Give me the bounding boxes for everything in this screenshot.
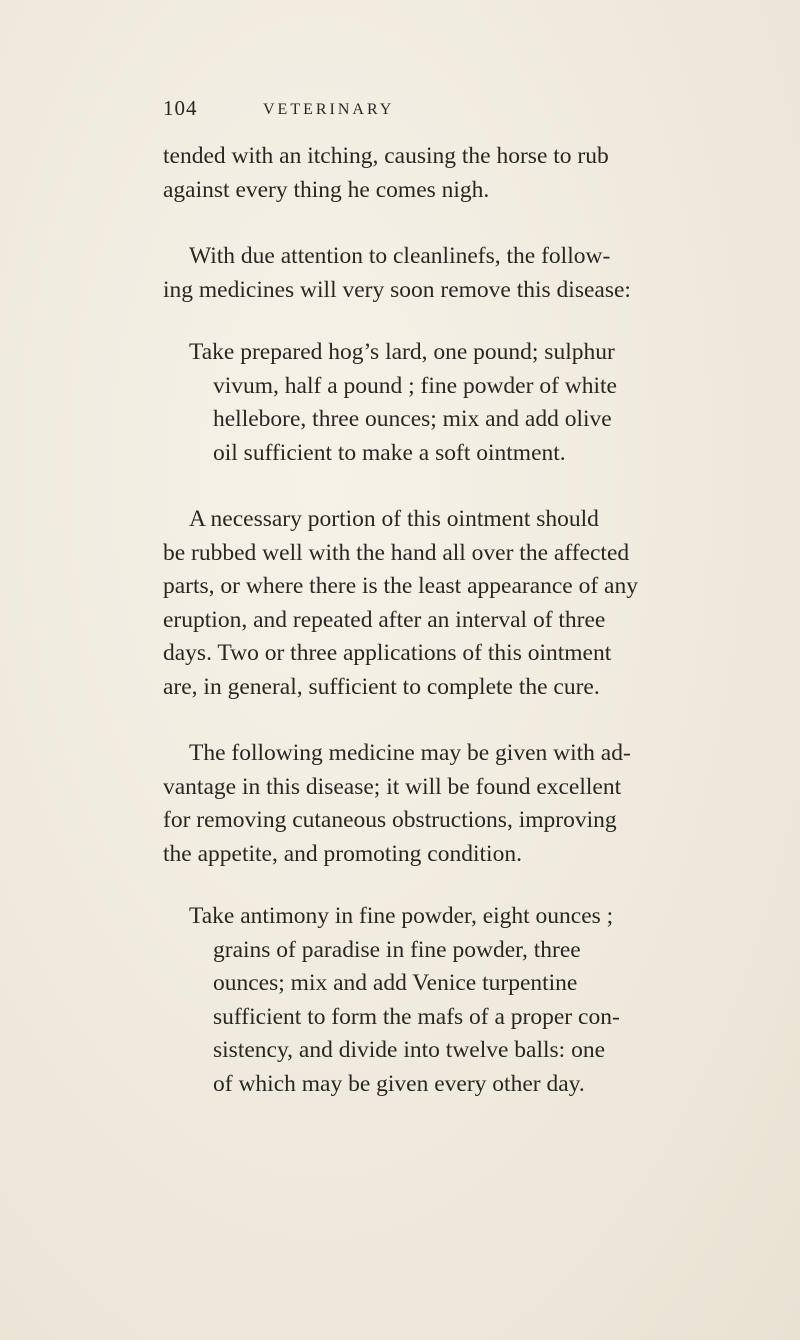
text-line: sufficient to form the mafs of a proper con-: [213, 1003, 620, 1030]
text-line: With due attention to cleanlinefs, the follow-: [189, 243, 611, 269]
text-line: against every thing he comes nigh.: [163, 176, 490, 203]
text-line: vantage in this disease; it will be found excellent: [163, 773, 622, 800]
text-line: the appetite, and promoting condition.: [163, 840, 522, 867]
text-line: hellebore, three ounces; mix and add olive: [213, 406, 612, 432]
text-line: oil sufficient to make a soft ointment.: [213, 439, 566, 466]
text-line: be rubbed well with the hand all over the affected: [163, 539, 630, 566]
paragraph-medicine: [163, 737, 723, 871]
text-line: tended with an itching, causing the horse to rub: [163, 143, 609, 169]
body-text: [163, 140, 723, 1101]
text-line: ounces; mix and add Venice turpentine: [213, 970, 578, 996]
text-line: are, in general, sufficient to complete the cure.: [163, 673, 600, 700]
page-number: 104: [163, 96, 198, 120]
text-line: grains of paradise in fine powder, three: [213, 936, 581, 963]
running-head: [163, 96, 723, 136]
text-line: for removing cutaneous obstructions, improving: [163, 807, 617, 833]
paragraph-cleanliness: [163, 240, 723, 307]
text-line: A necessary portion of this ointment should: [189, 506, 599, 532]
text-line: parts, or where there is the least appearance of any: [163, 573, 638, 599]
text-line: sistency, and divide into twelve balls: one: [213, 1037, 606, 1063]
text-line: The following medicine may be given with ad-: [189, 740, 631, 766]
paragraph-application: [163, 503, 723, 704]
recipe-ointment: [163, 336, 723, 470]
paragraph-continuation: [163, 140, 723, 207]
recipe-balls: [163, 900, 723, 1101]
text-line: ing medicines will very soon remove this disease:: [163, 276, 631, 303]
text-line: Take prepared hog’s lard, one pound; sulphur: [189, 339, 615, 365]
text-line: Take antimony in fine powder, eight ounces ;: [189, 903, 614, 929]
text-line: eruption, and repeated after an interval of three: [163, 606, 606, 633]
running-title: VETERINARY: [263, 101, 395, 118]
text-line: days. Two or three applications of this ointment: [163, 640, 612, 666]
text-line: vivum, half a pound ; fine powder of white: [213, 372, 617, 399]
text-line: of which may be given every other day.: [213, 1070, 585, 1097]
